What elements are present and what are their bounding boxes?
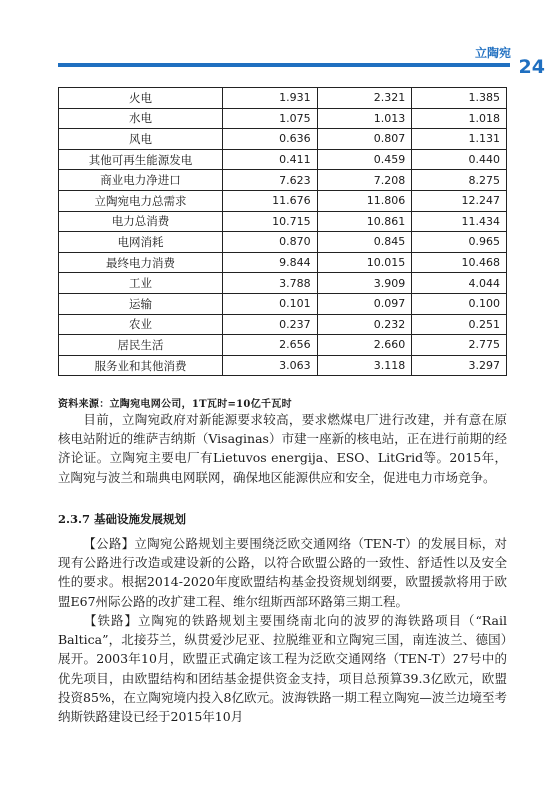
paragraph-energy-text: 目前，立陶宛政府对新能源要求较高，要求燃煤电厂进行改建，并有意在原核电站附近的维萨吉纳斯（Visaginas）市建一座新的核电站，正在进行前期的经济论证。立陶宛主要电厂有Lietuvos energija、ESO、LitGrid等。2015年，立陶宛与波兰和瑞典电网联网，确保地区能源供应和安全，促进电力市场竞争。 [58, 412, 507, 485]
row-value: 0.237 [222, 314, 317, 335]
row-label: 运输 [59, 293, 223, 314]
row-value: 2.660 [317, 335, 412, 356]
row-value: 8.275 [412, 170, 507, 191]
row-value: 11.434 [412, 211, 507, 232]
table-row [59, 314, 507, 335]
row-label: 风电 [59, 129, 223, 150]
row-label: 其他可再生能源发电 [59, 149, 223, 170]
table-row [59, 149, 507, 170]
paragraph-railway [58, 611, 507, 726]
row-value: 0.411 [222, 149, 317, 170]
row-value: 7.208 [317, 170, 412, 191]
table-row [59, 170, 507, 191]
row-value: 0.097 [317, 293, 412, 314]
row-label: 电网消耗 [59, 232, 223, 253]
row-value: 0.440 [412, 149, 507, 170]
row-value: 0.870 [222, 232, 317, 253]
row-value: 9.844 [222, 252, 317, 273]
row-label: 立陶宛电力总需求 [59, 190, 223, 211]
row-value: 0.807 [317, 129, 412, 150]
table-row [59, 129, 507, 150]
row-value: 0.101 [222, 293, 317, 314]
row-value: 3.118 [317, 355, 412, 376]
table-row [59, 211, 507, 232]
row-value: 2.775 [412, 335, 507, 356]
header-rule [58, 63, 510, 67]
table-row [59, 335, 507, 356]
electricity-table-body [59, 88, 507, 376]
paragraph-railway-text: 【铁路】立陶宛的铁路规划主要围绕南北向的波罗的海铁路项目（“Rail Baltica”，北接芬兰，纵贯爱沙尼亚、拉脱维亚和立陶宛三国，南连波兰、德国）展开。2003年10月，欧盟正式确定该工程为泛欧交通网络（TEN-T）27号中的优先项目，由欧盟结构和团结基金提供资金支持，项目总预算39.3亿欧元，欧盟投资85%，在立陶宛境内投入8亿欧元。波海铁路一期工程立陶宛—波兰边境至考纳斯铁路建设已经于2015年10月 [58, 613, 507, 725]
row-value: 0.100 [412, 293, 507, 314]
row-value: 1.385 [412, 88, 507, 109]
row-label: 农业 [59, 314, 223, 335]
row-value: 0.965 [412, 232, 507, 253]
row-value: 3.297 [412, 355, 507, 376]
source-note: 资料来源：立陶宛电网公司，1T瓦时=10亿千瓦时 [58, 399, 292, 410]
row-value: 1.131 [412, 129, 507, 150]
row-value: 0.459 [317, 149, 412, 170]
row-value: 0.251 [412, 314, 507, 335]
table-row [59, 355, 507, 376]
section-heading: 2.3.7 基础设施发展规划 [58, 512, 187, 526]
paragraph-energy [58, 410, 507, 487]
row-value: 3.063 [222, 355, 317, 376]
row-value: 12.247 [412, 190, 507, 211]
table-row [59, 190, 507, 211]
row-value: 10.468 [412, 252, 507, 273]
table-row [59, 232, 507, 253]
table-row [59, 252, 507, 273]
row-value: 0.636 [222, 129, 317, 150]
row-value: 0.845 [317, 232, 412, 253]
row-value: 10.015 [317, 252, 412, 273]
row-label: 工业 [59, 273, 223, 294]
row-label: 水电 [59, 108, 223, 129]
table-row [59, 293, 507, 314]
row-value: 1.013 [317, 108, 412, 129]
row-value: 10.861 [317, 211, 412, 232]
row-label: 最终电力消费 [59, 252, 223, 273]
table-row [59, 88, 507, 109]
row-value: 2.321 [317, 88, 412, 109]
row-value: 7.623 [222, 170, 317, 191]
paragraph-roads [58, 534, 507, 611]
header-country-title: 立陶宛 [474, 46, 511, 60]
row-label: 火电 [59, 88, 223, 109]
page-number: 24 [518, 56, 545, 78]
row-value: 2.656 [222, 335, 317, 356]
row-value: 1.018 [412, 108, 507, 129]
row-label: 服务业和其他消费 [59, 355, 223, 376]
electricity-table [58, 87, 507, 376]
row-label: 电力总消费 [59, 211, 223, 232]
row-value: 11.806 [317, 190, 412, 211]
row-value: 3.788 [222, 273, 317, 294]
paragraph-roads-text: 【公路】立陶宛公路规划主要围绕泛欧交通网络（TEN-T）的发展目标，对现有公路进行改造或建设新的公路，以符合欧盟公路的一致性、舒适性以及安全性的要求。根据2014-2020年度欧盟结构基金投资规划纲要，欧盟援款将用于欧盟E67州际公路的改扩建工程、维尔纽斯西部环路第三期工程。 [58, 536, 507, 609]
row-label: 商业电力净进口 [59, 170, 223, 191]
table-row [59, 273, 507, 294]
row-value: 1.931 [222, 88, 317, 109]
row-value: 4.044 [412, 273, 507, 294]
row-value: 11.676 [222, 190, 317, 211]
table-row [59, 108, 507, 129]
row-label: 居民生活 [59, 335, 223, 356]
row-value: 0.232 [317, 314, 412, 335]
row-value: 1.075 [222, 108, 317, 129]
row-value: 10.715 [222, 211, 317, 232]
row-value: 3.909 [317, 273, 412, 294]
